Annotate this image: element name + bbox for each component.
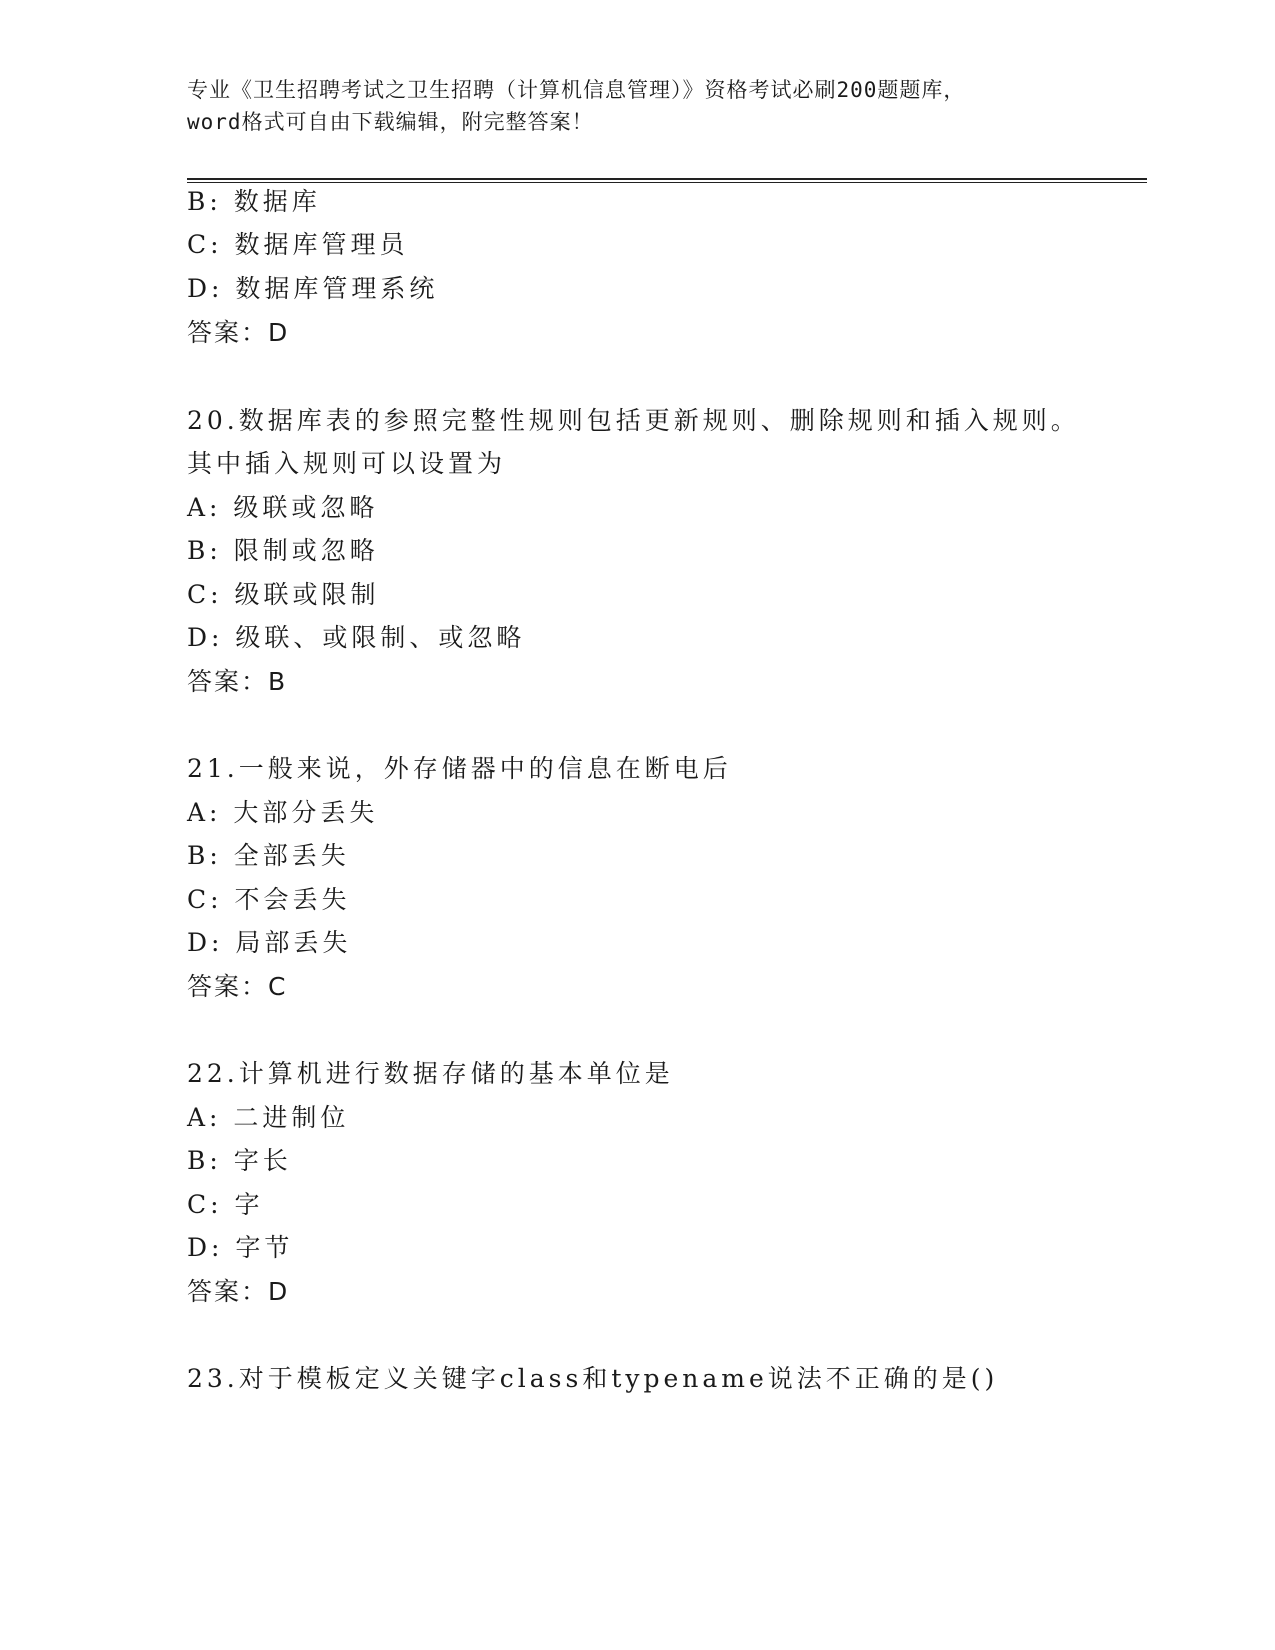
header-divider [187,178,1147,183]
option-a: A: 二进制位 [187,1103,350,1132]
question-stem: 21.一般来说，外存储器中的信息在断电后 [187,754,732,783]
option-c: C: 数据库管理员 [187,230,409,259]
option-b: B: 数据库 [187,187,321,216]
question-stem: 23.对于模板定义关键字class和typename说法不正确的是() [187,1364,999,1393]
header-line-2: word格式可自由下载编辑，附完整答案！ [187,110,594,134]
option-c: C: 字 [187,1190,264,1219]
option-c: C: 级联或限制 [187,580,380,609]
option-b: B: 字长 [187,1146,292,1175]
answer-line: 答案：D [187,318,290,347]
answer-line: 答案：C [187,972,288,1001]
option-d: D: 数据库管理系统 [187,274,439,303]
option-b: B: 全部丢失 [187,841,350,870]
question-stem: 22.计算机进行数据存储的基本单位是 [187,1059,674,1088]
option-b: B: 限制或忽略 [187,536,379,565]
question-stem-continued: 其中插入规则可以设置为 [187,449,507,478]
option-a: A: 大部分丢失 [187,798,379,827]
option-d: D: 字节 [187,1233,294,1262]
document-header [187,74,1087,138]
option-d: D: 级联、或限制、或忽略 [187,623,526,652]
option-a: A: 级联或忽略 [187,493,379,522]
option-c: C: 不会丢失 [187,885,351,914]
question-stem: 20.数据库表的参照完整性规则包括更新规则、删除规则和插入规则。 [187,406,1080,435]
answer-line: 答案：B [187,667,288,696]
option-d: D: 局部丢失 [187,928,352,957]
header-line-1: 专业《卫生招聘考试之卫生招聘（计算机信息管理）》资格考试必刷200题题库， [187,78,966,102]
answer-line: 答案：D [187,1277,290,1306]
